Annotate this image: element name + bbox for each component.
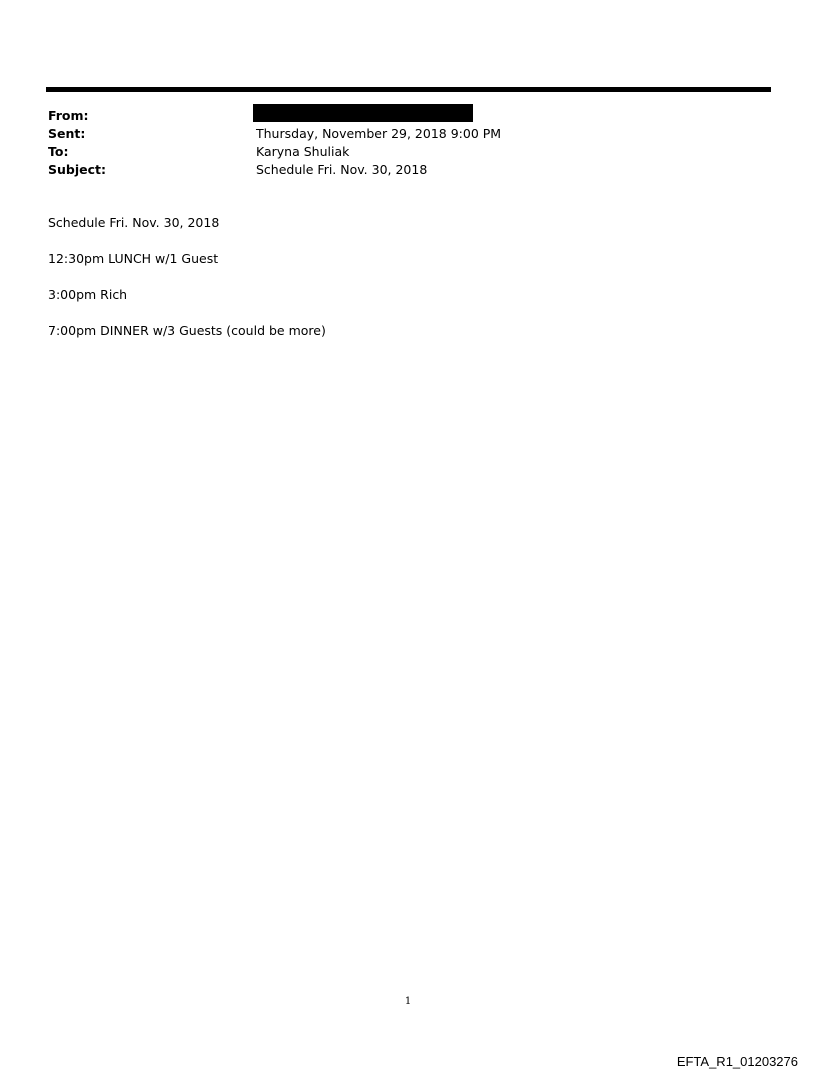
subject-value: Schedule Fri. Nov. 30, 2018 <box>256 162 428 177</box>
to-label: To: <box>48 144 69 159</box>
to-value: Karyna Shuliak <box>256 144 350 159</box>
sent-value: Thursday, November 29, 2018 9:00 PM <box>256 126 502 141</box>
body-line: 12:30pm LUNCH w/1 Guest <box>48 251 219 266</box>
page-number: 1 <box>404 996 412 1007</box>
sent-label: Sent: <box>48 126 86 141</box>
bates-number: EFTA_R1_01203276 <box>676 1054 798 1069</box>
email-body <box>48 214 748 358</box>
from-label: From: <box>48 108 89 123</box>
body-line: 7:00pm DINNER w/3 Guests (could be more) <box>48 323 326 338</box>
subject-label: Subject: <box>48 162 106 177</box>
header-divider-rule <box>46 87 771 92</box>
redaction-box <box>253 104 473 122</box>
body-line: Schedule Fri. Nov. 30, 2018 <box>48 215 220 230</box>
body-line: 3:00pm Rich <box>48 287 128 302</box>
